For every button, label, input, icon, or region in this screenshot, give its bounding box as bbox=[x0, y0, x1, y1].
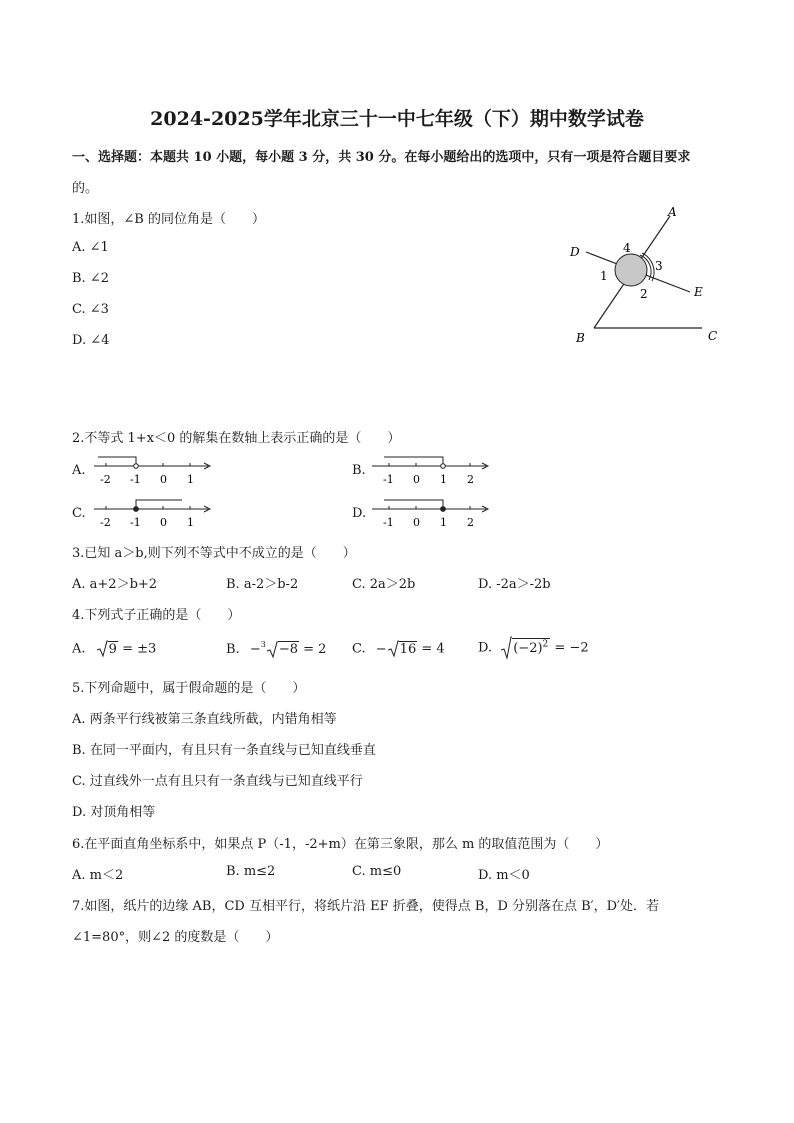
tick-label: -1 bbox=[383, 473, 394, 486]
expression-rest: = −2 bbox=[554, 640, 589, 656]
q6-option-c: C. m≤0 bbox=[352, 864, 402, 879]
q1-option-b: B. ∠2 bbox=[72, 271, 109, 286]
minus-sign: − bbox=[249, 642, 261, 657]
q4-option-c bbox=[352, 640, 445, 658]
q1-option-a: A. ∠1 bbox=[72, 240, 109, 255]
label-c: C bbox=[708, 329, 718, 343]
q3-option-c: C. 2a＞2b bbox=[352, 577, 416, 592]
tick-label: -1 bbox=[130, 516, 141, 529]
q3-option-b: B. a-2＞b-2 bbox=[226, 577, 299, 592]
label-4: 4 bbox=[623, 241, 631, 255]
tick-label: 1 bbox=[440, 516, 447, 529]
q4-stem: 4.下列式子正确的是（ ） bbox=[72, 608, 241, 623]
solution-ray bbox=[98, 457, 136, 464]
q7-stem-line1: 7.如图，纸片的边缘 AB，CD 互相平行，将纸片沿 EF 折叠，使得点 B，D 分别落在点 B′，D′处．若 bbox=[72, 899, 660, 914]
q5-stem: 5.下列命题中，属于假命题的是（ ） bbox=[72, 681, 306, 696]
q2-option-a-numberline bbox=[90, 452, 215, 490]
q7-stem-line2: ∠1=80°，则∠2 的度数是（ ） bbox=[72, 930, 279, 945]
q5-option-c: C. 过直线外一点有且只有一条直线与已知直线平行 bbox=[72, 774, 363, 789]
label-2: 2 bbox=[640, 287, 648, 301]
tick-label: 1 bbox=[187, 516, 194, 529]
tick-label: 2 bbox=[467, 516, 474, 529]
cube-root-icon bbox=[266, 641, 278, 659]
tick-label: -1 bbox=[383, 516, 394, 529]
exponent: 2 bbox=[542, 639, 549, 650]
q2-stem: 2.不等式 1+x＜0 的解集在数轴上表示正确的是（ ） bbox=[72, 431, 401, 446]
label-d: D bbox=[570, 245, 580, 259]
tick-label: 0 bbox=[413, 473, 420, 486]
q2-option-c-numberline bbox=[90, 495, 215, 533]
tick-label: 0 bbox=[160, 473, 167, 486]
open-point bbox=[441, 464, 446, 469]
tick-label: -2 bbox=[100, 473, 111, 486]
q4-option-a bbox=[72, 640, 156, 658]
label-a: A bbox=[668, 205, 677, 219]
option-letter: A. bbox=[72, 641, 86, 657]
sqrt-icon bbox=[387, 640, 399, 658]
tick-label: 2 bbox=[467, 473, 474, 486]
q6-option-a: A. m＜2 bbox=[72, 868, 124, 883]
solution-ray bbox=[384, 457, 443, 464]
sqrt-icon bbox=[96, 640, 108, 658]
solution-ray bbox=[384, 500, 443, 507]
q4-option-b bbox=[226, 640, 326, 659]
tick-label: -2 bbox=[100, 516, 111, 529]
open-point bbox=[134, 464, 139, 469]
radicand: 9 bbox=[108, 641, 117, 657]
radicand: −8 bbox=[278, 642, 298, 657]
option-letter: D. bbox=[478, 640, 493, 656]
tick-label: 1 bbox=[187, 473, 194, 486]
page-title: 2024-2025学年北京三十一中七年级（下）期中数学试卷 bbox=[150, 108, 644, 130]
closed-point bbox=[134, 507, 139, 512]
section-instructions-line1: 一、选择题：本题共 10 小题，每小题 3 分，共 30 分。在每小题给出的选项中，只有一项是符合题目要求 bbox=[72, 150, 691, 165]
q2-option-c-letter: C. bbox=[72, 506, 86, 521]
closed-point bbox=[441, 507, 446, 512]
expression-rest: = 2 bbox=[303, 642, 327, 657]
expression-rest: = 4 bbox=[421, 641, 445, 657]
tick-label: -1 bbox=[130, 473, 141, 486]
label-b: B bbox=[576, 331, 585, 345]
q2-option-d-letter: D. bbox=[352, 506, 367, 521]
label-3: 3 bbox=[655, 259, 663, 273]
q2-option-a-letter: A. bbox=[72, 463, 86, 478]
expression-rest: = ±3 bbox=[122, 641, 157, 657]
q3-option-d: D. -2a＞-2b bbox=[478, 577, 551, 592]
q2-option-b-letter: B. bbox=[352, 463, 366, 478]
tick-label: 1 bbox=[440, 473, 447, 486]
q5-option-b: B. 在同一平面内，有且只有一条直线与已知直线垂直 bbox=[72, 743, 376, 758]
tick-label: 0 bbox=[413, 516, 420, 529]
q3-option-a: A. a+2＞b+2 bbox=[72, 577, 158, 592]
q2-option-d-numberline bbox=[368, 495, 493, 533]
q1-option-c: C. ∠3 bbox=[72, 302, 109, 317]
q3-stem: 3.已知 a＞b,则下列不等式中不成立的是（ ） bbox=[72, 546, 356, 561]
option-letter: B. bbox=[226, 642, 240, 657]
q6-stem: 6.在平面直角坐标系中，如果点 P（-1，-2+m）在第三象限，那么 m 的取值范围为（ ） bbox=[72, 837, 609, 852]
section-instructions-line2: 的。 bbox=[72, 181, 99, 196]
q5-option-d: D. 对顶角相等 bbox=[72, 805, 156, 820]
tick-label: 0 bbox=[160, 516, 167, 529]
radicand-group bbox=[512, 638, 550, 656]
angle-circle bbox=[615, 254, 647, 286]
minus-sign: − bbox=[375, 641, 387, 657]
option-letter: C. bbox=[352, 641, 366, 657]
q6-option-b: B. m≤2 bbox=[226, 864, 276, 879]
q4-option-d bbox=[478, 636, 589, 660]
q2-option-b-numberline bbox=[368, 452, 493, 490]
q5-option-a: A. 两条平行线被第三条直线所截，内错角相等 bbox=[72, 712, 337, 727]
q1-option-d: D. ∠4 bbox=[72, 333, 110, 348]
label-e: E bbox=[694, 285, 703, 299]
q1-stem: 1.如图，∠B 的同位角是（ ） bbox=[72, 212, 265, 227]
q1-figure bbox=[560, 200, 730, 350]
root-index: 3 bbox=[260, 640, 266, 649]
solution-ray bbox=[136, 500, 182, 507]
radicand: (−2) bbox=[513, 640, 543, 656]
sqrt-icon bbox=[500, 636, 512, 660]
label-1: 1 bbox=[600, 269, 608, 283]
radicand: 16 bbox=[399, 641, 417, 657]
q6-option-d: D. m＜0 bbox=[478, 868, 530, 883]
